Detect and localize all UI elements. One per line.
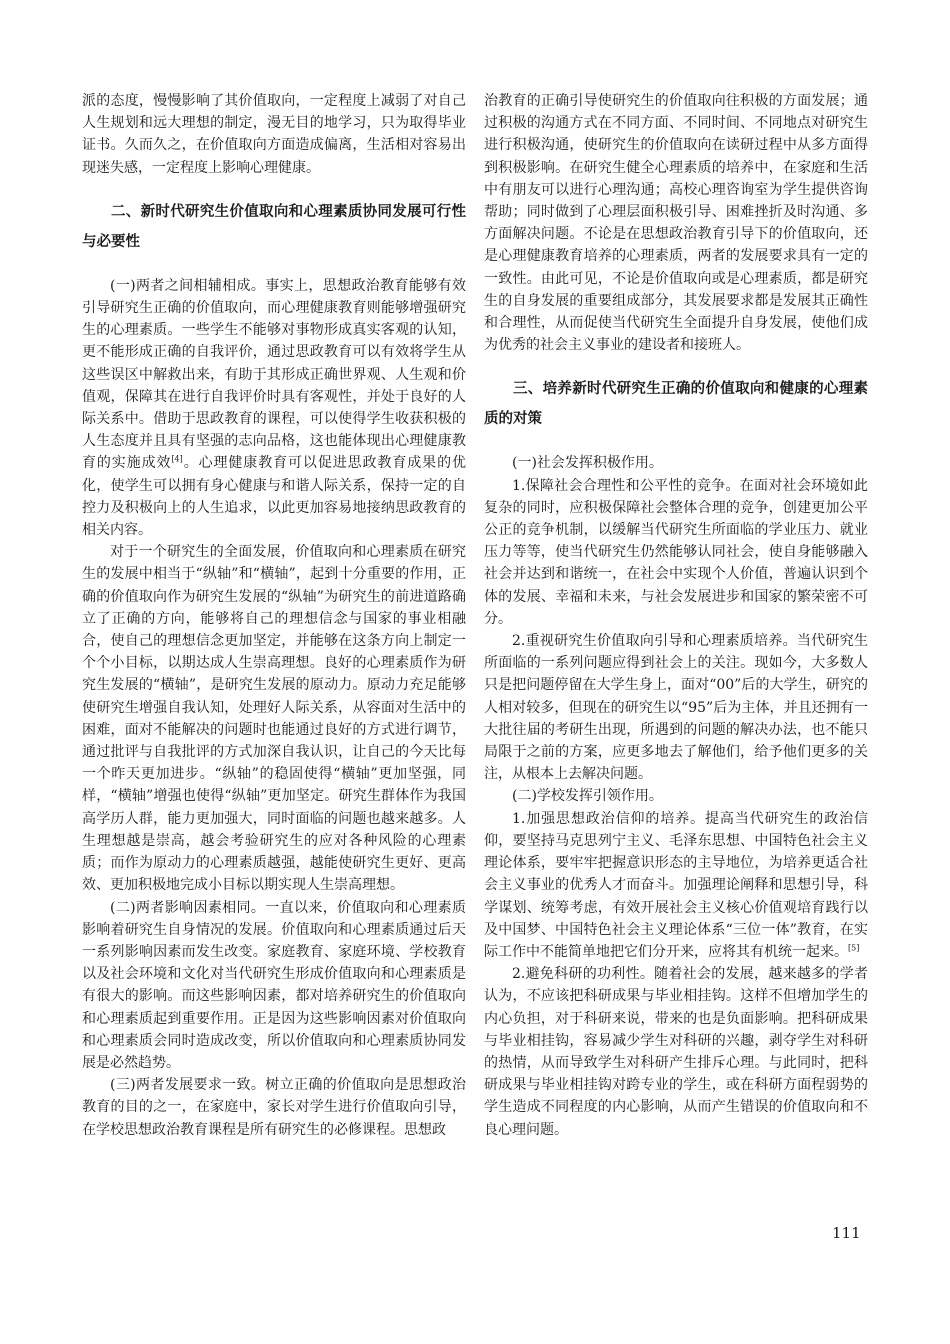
paragraph-fair-competition: 1.保障社会合理性和公平性的竞争。在面对社会环境如此复杂的同时，应积极保障社会整体合理的竞争，创建更加公平公正的竞争机制，以缓解当代研究生所面临的学业压力、就业压力等等，使当代研究生仍然能够认同社会，使自身能够融入社会并达到和谐统一，在社会中实现个人价值，普遍认识到个体的发展、幸福和未来，与社会发展进步和国家的繁荣密不可分。 [484,477,868,627]
section-heading-3: 三、培养新时代研究生正确的价值取向和健康的心理素质的对策 [484,381,868,428]
paragraph-text: 。心理健康教育可以促进思政教育成果的优化，使学生可以拥有身心健康与和谐人际关系，保持一定的自控力及积极向上的人生追求，以此更加容易地接纳思政教育的相关内容。 [82,455,466,539]
subsection-society: (一)社会发挥积极作用。 [512,455,663,472]
section-heading-2: 二、新时代研究生价值取向和心理素质协同发展可行性与必要性 [82,203,466,250]
paragraph-continuation: 治教育的正确引导使研究生的价值取向往积极的方面发展；通过积极的沟通方式在不同方面、不同时间、不同地点对研究生进行积极沟通，使研究生的价值取向在读研过程中从多方面得到积极影响。在研究生健全心理素质的培养中，在家庭和生活中有朋友可以进行心理沟通；高校心理咨询室为学生提供咨询帮助；同时做到了心理层面积极引导、困难挫折及时沟通、多方面解决问题。不论是在思想政治教育引导下的价值取向，还是心理健康教育培养的心理素质，两者的发展要求具有一定的一致性。由此可见，不论是价值取向或是心理素质，都是研究生的自身发展的重要组成部分，其发展要求都是发展其正确性和合理性，从而促使当代研究生全面提升自身发展，使他们成为优秀的社会主义事业的建设者和接班人。 [484,93,868,354]
right-column [484,90,868,1141]
paragraph-axes: 对于一个研究生的全面发展，价值取向和心理素质在研究生的发展中相当于“纵轴”和“横轴”，起到十分重要的作用，正确的价值取向作为研究生发展的“纵轴”为研究生的前进道路确立了正确的方向，能够将自己的理想信念与国家的事业相融合，使自己的理想信念更加坚定，并能够在这条方向上制定一个个小目标，以期达成人生崇高理想。良好的心理素质作为研究生发展的“横轴”，是研究生发展的原动力。原动力充足能够使研究生增强自我认知，处理好人际关系，从容面对生活中的困难，面对不能解决的问题时也能通过良好的方式进行调节，通过批评与自我批评的方式加深自我认识，让自己的今天比每一个昨天更加进步。“纵轴”的稳固使得“横轴”更加坚强，同样，“横轴”增强也使得“纵轴”更加坚定。研究生群体作为我国高学历人群，能力更加强大，同时面临的问题也越来越多。人生理想越是崇高，越会考验研究生的应对各种风险的心理素质；而作为原动力的心理素质越强，越能使研究生更好、更高效、更加积极地完成小目标以期实现人生崇高理想。 [82,544,466,894]
left-column [82,90,466,1141]
paragraph-consistent-requirements: (三)两者发展要求一致。树立正确的价值取向是思想政治教育的目的之一，在家庭中，家长对学生进行价值取向引导，在学校思想政治教育课程是所有研究生的必修课程。思想政 [82,1077,466,1138]
page-number: 111 [832,1224,861,1242]
paragraph-value-guidance: 2.重视研究生价值取向引导和心理素质培养。当代研究生所面临的一系列问题应得到社会上的关注。现如今，大多数人只是把问题停留在大学生身上，面对“00”后的大学生，研究的人相对较多，但现在的研究生以“95”后为主体，并且还拥有一大批往届的考研生出现，所遇到的问题的解决办法，也不能只局限于之前的方案，应更多地去了解他们，给予他们更多的关注，从根本上去解决问题。 [484,633,868,783]
paragraph-political-belief [484,808,868,963]
paragraph-intro: 派的态度，慢慢影响了其价值取向，一定程度上减弱了对自己人生规划和远大理想的制定，漫无目的地学习，只为取得毕业证书。久而久之，在价值取向方面造成偏离，生活相对容易出现迷失感，一定程度上影响心理健康。 [82,93,466,176]
paragraph-text: (一)两者之间相辅相成。事实上，思想政治教育能够有效引导研究生正确的价值取向，而心理健康教育则能够增强研究生的心理素质。一些学生不能够对事物形成真实客观的认知，更不能形成正确的自我评价，通过思政教育可以有效将学生从这些误区中解救出来，有助于其形成正确世界观、人生观和价值观，保障其在进行自我评价时具有客观性，并处于良好的人际关系中。借助于思政教育的课程，可以使得学生收获积极的人生态度并且具有坚强的志向品格，这也能体现出心理健康教育的实施成效 [82,277,466,472]
paragraph-complementary [82,275,466,541]
paragraph-text: 1.加强思想政治信仰的培养。提高当代研究生的政治信仰，要坚持马克思列宁主义、毛泽东思想、中国特色社会主义理论体系，要牢牢把握意识形态的主导地位，为培养更适合社会主义事业的优秀人才而奋斗。加强理论阐释和思想引导，科学谋划、统筹考虑，有效开展社会主义核心价值观培育践行以及中国梦、中国特色社会主义理论体系“三位一体”教育，在实际工作中不能简单地把它们分开来，应将其有机统一起来。 [484,810,868,960]
subsection-school: (二)学校发挥引领作用。 [512,788,663,805]
paragraph-same-factors: (二)两者影响因素相同。一直以来，价值取向和心理素质影响着研究生自身情况的发展。价值取向和心理素质通过后天一系列影响因素而发生改变。家庭教育、家庭环境、学校教育以及社会环境和文化对当代研究生形成价值取向和心理素质是有很大的影响。而这些影响因素，都对培养研究生的价值取向和心理素质起到重要作用。正是因为这些影响因素对价值取向和心理素质会同时造成改变，所以价值取向和心理素质协同发展是必然趋势。 [82,899,466,1071]
citation-4: [4] [171,454,183,464]
paragraph-research-utilitarian: 2.避免科研的功利性。随着社会的发展，越来越多的学者认为，不应该把科研成果与毕业相挂钩。这样不但增加学生的内心负担，对于科研来说，带来的也是负面影响。把科研成果与毕业相挂钩，容易减少学生对科研的兴趣，剥夺学生对科研的热情，从而导致学生对科研产生排斥心理。与此同时，把科研成果与毕业相挂钩对跨专业的学生，或在科研方面程弱势的学生造成不同程度的内心影响，从而产生错误的价值取向和不良心理问题。 [484,966,868,1138]
citation-5: [5] [848,943,860,953]
